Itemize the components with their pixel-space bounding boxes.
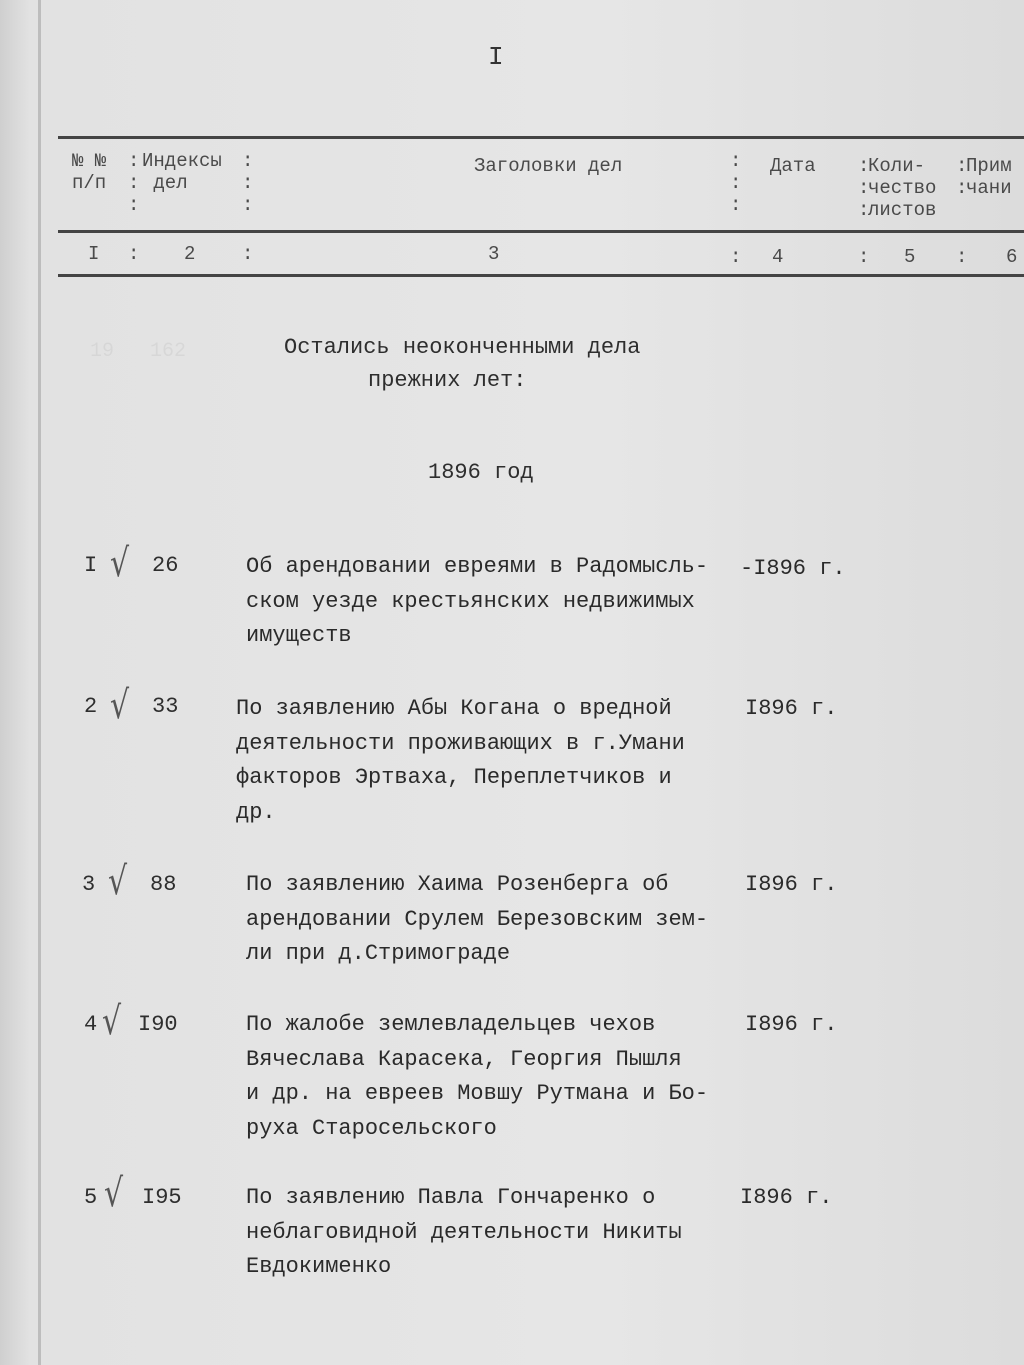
- entry-date: -I896 г.: [740, 556, 846, 581]
- section-title-line-2: прежних лет:: [368, 368, 527, 393]
- header-separator: : : :: [242, 150, 254, 216]
- entry-date: I896 г.: [745, 1012, 838, 1037]
- column-number-1: I: [88, 243, 100, 265]
- header-col-notes: Прим чани: [966, 155, 1012, 199]
- entry-number: 4: [84, 1012, 98, 1037]
- entry-date: I896 г.: [740, 1185, 833, 1210]
- entry-number: 5: [84, 1185, 98, 1210]
- page-number: I: [488, 42, 504, 72]
- column-number-6: 6: [1006, 246, 1018, 268]
- header-middle-rule: [58, 230, 1024, 233]
- entry-title: По заявлению Павла Гончаренко о неблаговидной деятельности Никиты Евдокименко: [246, 1185, 682, 1279]
- section-title-line-1: Остались неоконченными дела: [284, 335, 641, 360]
- bleed-through-text: 19 162: [90, 340, 187, 363]
- header-separator: : : :: [858, 155, 870, 221]
- column-number-3: 3: [488, 243, 500, 265]
- entry-number: 3: [82, 872, 96, 897]
- header-col-titles: Заголовки дел: [474, 155, 623, 177]
- header-separator: : : :: [128, 150, 140, 216]
- header-separator: : : :: [730, 150, 742, 216]
- column-number-separator: :: [956, 246, 968, 268]
- check-mark-icon: √: [108, 858, 128, 905]
- header-col-sheets: Коли- чество листов: [868, 155, 937, 221]
- entry-date: I896 г.: [745, 696, 838, 721]
- column-number-2: 2: [184, 243, 196, 265]
- header-col-index: Индексы дел: [142, 150, 222, 194]
- entry-number: 2: [84, 694, 98, 719]
- column-number-5: 5: [904, 246, 916, 268]
- entry-title: По заявлению Хаима Розенберга об арендовании Срулем Березовским зем- ли при д.Стримограде: [246, 872, 709, 966]
- entry-date: I896 г.: [745, 872, 838, 897]
- binding-edge: [38, 0, 41, 1365]
- entry-title: По заявлению Абы Когана о вредной деятельности проживающих в г.Умани факторов Эртваха, Переплетчиков и др.: [236, 696, 685, 825]
- entry-title: Об арендовании евреями в Радомысль- ском уезде крестьянских недвижимых имуществ: [246, 554, 709, 648]
- section-year: 1896 год: [428, 460, 534, 485]
- entry-index: 26: [152, 553, 179, 578]
- column-number-separator: :: [730, 246, 742, 268]
- header-top-rule: [58, 136, 1024, 139]
- entry-title: По жалобе землевладельцев чехов Вячеслава Карасека, Георгия Пышля и др. на евреев Мовшу Рутмана и Бо- руха Старосельского: [246, 1012, 709, 1141]
- column-number-separator: :: [858, 246, 870, 268]
- entry-index: I95: [142, 1185, 182, 1210]
- header-col-date: Дата: [770, 155, 816, 177]
- entry-index: I90: [138, 1012, 178, 1037]
- column-number-4: 4: [772, 246, 784, 268]
- column-number-separator: :: [242, 243, 254, 265]
- check-mark-icon: √: [110, 682, 130, 729]
- header-col-number: № № п/п: [72, 150, 107, 194]
- check-mark-icon: √: [104, 1170, 124, 1217]
- entry-index: 88: [150, 872, 177, 897]
- entry-number: I: [84, 553, 98, 578]
- check-mark-icon: √: [110, 540, 130, 587]
- header-separator: : :: [956, 155, 968, 199]
- header-bottom-rule: [58, 274, 1024, 277]
- check-mark-icon: √: [102, 998, 122, 1045]
- entry-index: 33: [152, 694, 179, 719]
- column-number-separator: :: [128, 243, 140, 265]
